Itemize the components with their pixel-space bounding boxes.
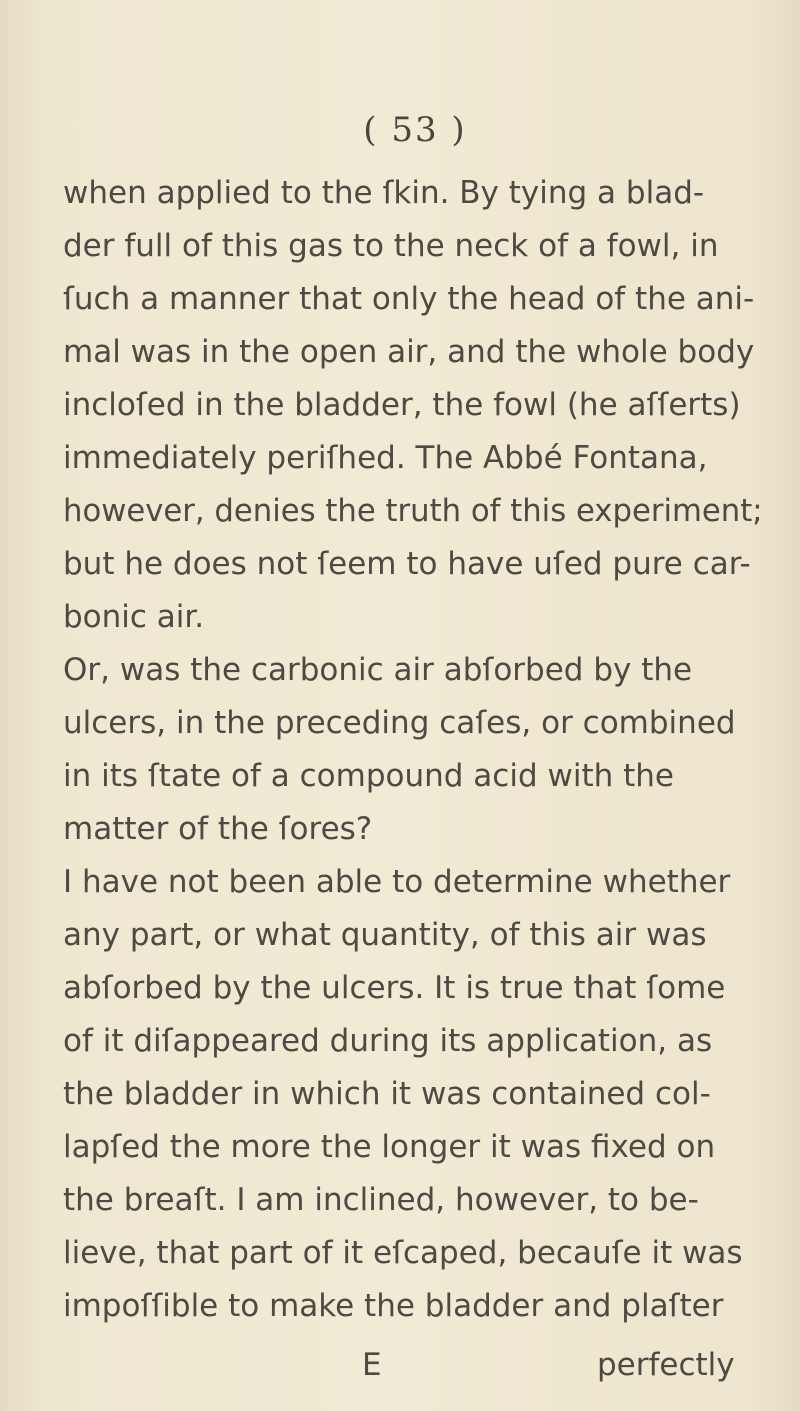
- text-line: ſuch a manner that only the head of the ani-: [63, 281, 755, 317]
- catchline: [0, 1347, 800, 1400]
- text-line: abſorbed by the ulcers. It is true that ſome: [63, 970, 726, 1006]
- text-line: bonic air.: [63, 599, 205, 635]
- text-line: ulcers, in the preceding caſes, or combined: [63, 705, 736, 741]
- page-number: ( 53 ): [363, 110, 467, 150]
- text-line: however, denies the truth of this experiment;: [63, 493, 763, 529]
- text-line: the bladder in which it was contained col-: [63, 1076, 711, 1112]
- signature-mark: E: [362, 1347, 382, 1383]
- text-line: when applied to the ſkin. By tying a blad-: [63, 175, 705, 211]
- text-line: the breaſt. I am inclined, however, to be-: [63, 1182, 699, 1218]
- catchword: perfectly: [597, 1347, 735, 1383]
- text-line: impoſſible to make the bladder and plaſter: [63, 1288, 724, 1324]
- text-line: lieve, that part of it eſcaped, becauſe it was: [63, 1235, 743, 1271]
- text-line: but he does not ſeem to have uſed pure car-: [63, 546, 751, 582]
- text-line: incloſed in the bladder, the fowl (he aſſerts): [63, 387, 741, 423]
- text-line: in its ſtate of a compound acid with the: [63, 758, 674, 794]
- text-line: mal was in the open air, and the whole body: [63, 334, 755, 370]
- text-line: Or, was the carbonic air abſorbed by the: [63, 652, 693, 688]
- text-line: of it diſappeared during its application, as: [63, 1023, 713, 1059]
- text-line: I have not been able to determine whether: [63, 864, 731, 900]
- text-line: der full of this gas to the neck of a fowl, in: [63, 228, 719, 264]
- text-line: any part, or what quantity, of this air was: [63, 917, 707, 953]
- body-text: [63, 167, 763, 1333]
- text-line: immediately periſhed. The Abbé Fontana,: [63, 440, 708, 476]
- text-line: lapſed the more the longer it was fixed on: [63, 1129, 716, 1165]
- text-line: matter of the ſores?: [63, 811, 373, 847]
